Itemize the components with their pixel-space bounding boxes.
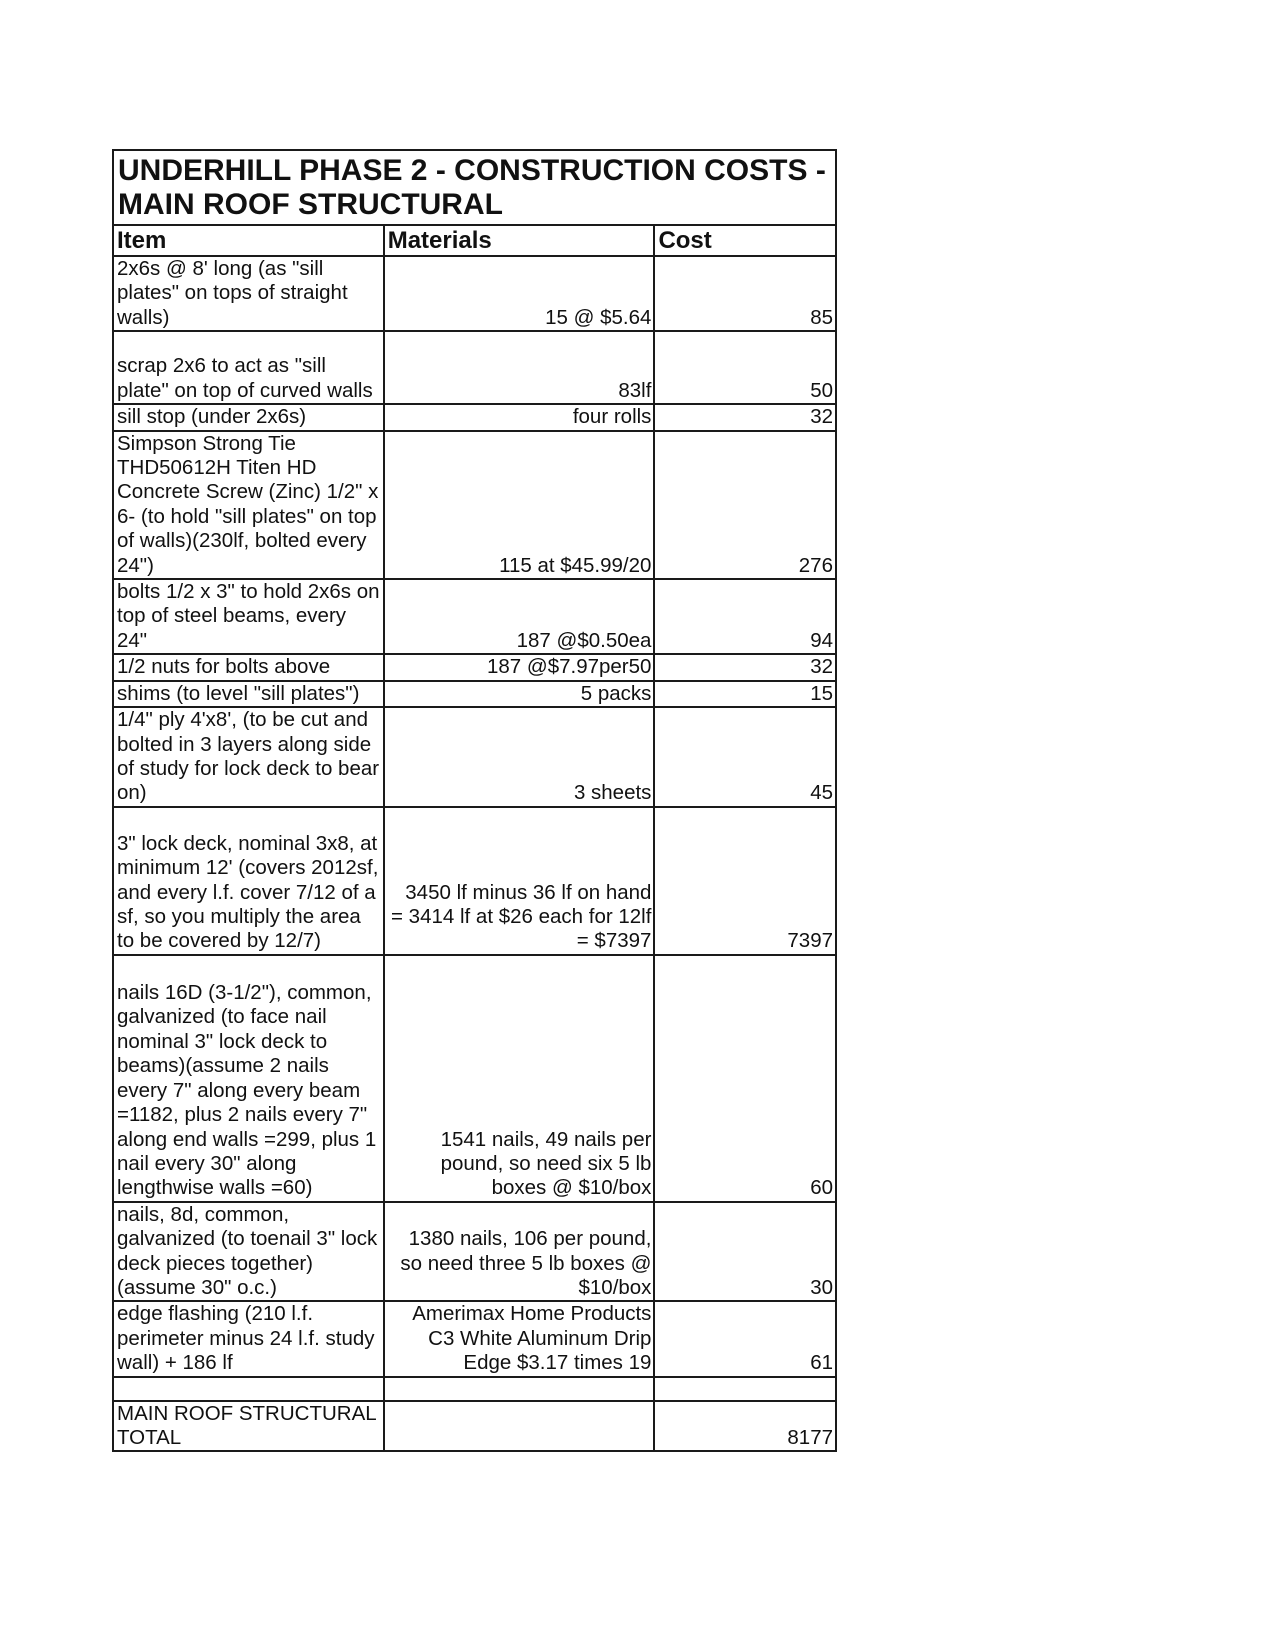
cost-cell: 94: [654, 579, 836, 654]
item-cell: shims (to level "sill plates"): [113, 681, 384, 707]
materials-cell: 83lf: [384, 331, 655, 404]
table-row: [113, 256, 836, 331]
materials-cell: 15 @ $5.64: [384, 256, 655, 331]
cost-cell: 32: [654, 654, 836, 680]
total-row: [113, 1401, 836, 1452]
total-materials: [384, 1401, 655, 1452]
table-row: [113, 579, 836, 654]
cost-cell: 30: [654, 1202, 836, 1302]
empty-cell: [654, 1377, 836, 1401]
title-row: [113, 150, 836, 225]
materials-cell: Amerimax Home Products C3 White Aluminum Drip Edge $3.17 times 19: [384, 1301, 655, 1376]
cost-cell: 15: [654, 681, 836, 707]
table-row: [113, 654, 836, 680]
item-cell: 3" lock deck, nominal 3x8, at minimum 12' (covers 2012sf, and every l.f. cover 7/12 of a sf, so you multiply the area to be covered by 12/7): [113, 807, 384, 955]
materials-cell: 1541 nails, 49 nails per pound, so need six 5 lb boxes @ $10/box: [384, 955, 655, 1202]
table-row: [113, 1202, 836, 1302]
materials-cell: 1380 nails, 106 per pound, so need three 5 lb boxes @ $10/box: [384, 1202, 655, 1302]
cost-cell: 85: [654, 256, 836, 331]
empty-cell: [113, 1377, 384, 1401]
table-row: [113, 404, 836, 430]
item-cell: nails 16D (3-1/2"), common, galvanized (to face nail nominal 3" lock deck to beams)(assume 2 nails every 7" along every beam =1182, plus 2 nails every 7" along end walls =299, plus 1 nail every 30" along lengthwise walls =60): [113, 955, 384, 1202]
cost-cell: 7397: [654, 807, 836, 955]
table-row: [113, 955, 836, 1202]
column-header-item: Item: [113, 225, 384, 256]
materials-cell: 5 packs: [384, 681, 655, 707]
item-cell: bolts 1/2 x 3" to hold 2x6s on top of steel beams, every 24": [113, 579, 384, 654]
column-header-materials: Materials: [384, 225, 655, 256]
cost-cell: 32: [654, 404, 836, 430]
item-cell: scrap 2x6 to act as "sill plate" on top of curved walls: [113, 331, 384, 404]
materials-cell: 3 sheets: [384, 707, 655, 807]
page-title: UNDERHILL PHASE 2 - CONSTRUCTION COSTS - MAIN ROOF STRUCTURAL: [113, 150, 836, 225]
cost-cell: 276: [654, 431, 836, 579]
cost-cell: 45: [654, 707, 836, 807]
item-cell: edge flashing (210 l.f. perimeter minus 24 l.f. study wall) + 186 lf: [113, 1301, 384, 1376]
materials-cell: 187 @$7.97per50: [384, 654, 655, 680]
item-cell: Simpson Strong Tie THD50612H Titen HD Concrete Screw (Zinc) 1/2" x 6- (to hold "sill plates" on top of walls)(230lf, bolted every 24"): [113, 431, 384, 579]
table-row: [113, 431, 836, 579]
materials-cell: 115 at $45.99/20: [384, 431, 655, 579]
table-row: [113, 707, 836, 807]
item-cell: 1/4" ply 4'x8', (to be cut and bolted in 3 layers along side of study for lock deck to bear on): [113, 707, 384, 807]
total-label: MAIN ROOF STRUCTURAL TOTAL: [113, 1401, 384, 1452]
table-row: [113, 331, 836, 404]
item-cell: 1/2 nuts for bolts above: [113, 654, 384, 680]
empty-row: [113, 1377, 836, 1401]
cost-table: [112, 149, 837, 1452]
total-cost: 8177: [654, 1401, 836, 1452]
empty-cell: [384, 1377, 655, 1401]
item-cell: sill stop (under 2x6s): [113, 404, 384, 430]
materials-cell: 3450 lf minus 36 lf on hand = 3414 lf at $26 each for 12lf = $7397: [384, 807, 655, 955]
cost-cell: 61: [654, 1301, 836, 1376]
cost-cell: 60: [654, 955, 836, 1202]
table-row: [113, 807, 836, 955]
column-header-cost: Cost: [654, 225, 836, 256]
item-cell: nails, 8d, common, galvanized (to toenail 3" lock deck pieces together)(assume 30" o.c.): [113, 1202, 384, 1302]
cost-cell: 50: [654, 331, 836, 404]
materials-cell: 187 @$0.50ea: [384, 579, 655, 654]
item-cell: 2x6s @ 8' long (as "sill plates" on tops of straight walls): [113, 256, 384, 331]
table-row: [113, 1301, 836, 1376]
materials-cell: four rolls: [384, 404, 655, 430]
table-row: [113, 681, 836, 707]
header-row: [113, 225, 836, 256]
